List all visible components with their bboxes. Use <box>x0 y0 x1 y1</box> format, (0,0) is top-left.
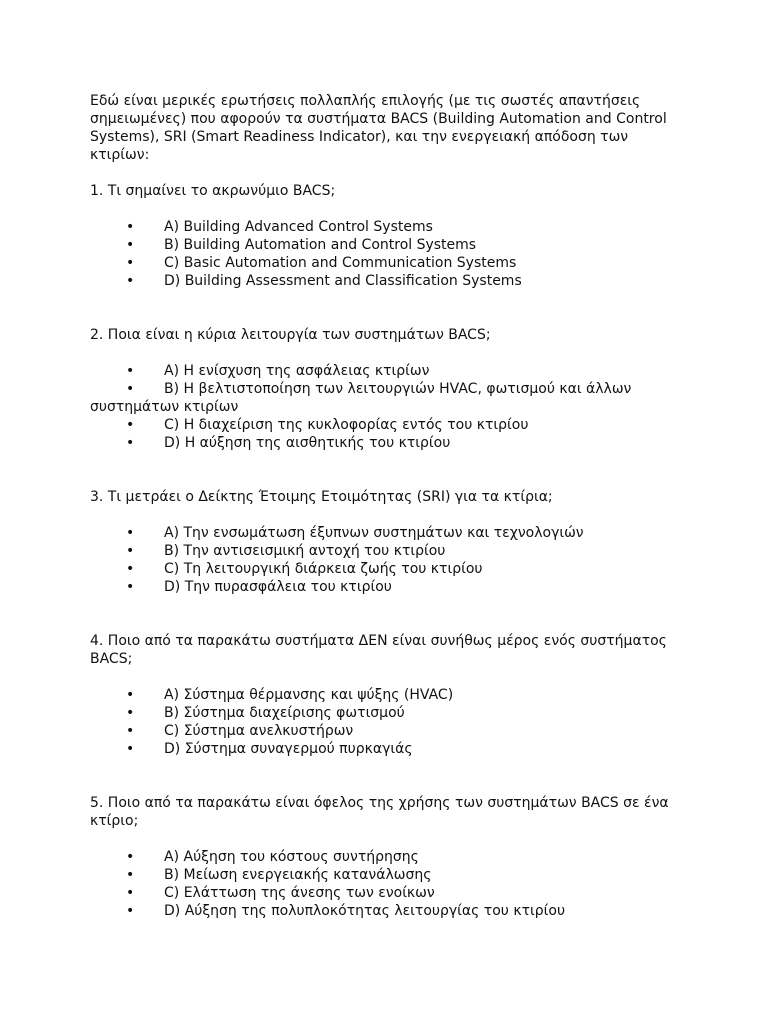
bullet-icon: • <box>126 687 135 703</box>
bullet-icon: • <box>126 219 135 235</box>
option-item <box>90 578 690 596</box>
question-4 <box>90 632 690 758</box>
option-text: C) Τη λειτουργική διάρκεια ζωής του κτιρίου <box>164 561 483 577</box>
option-item <box>90 362 690 380</box>
bullet-icon: • <box>126 435 135 451</box>
spacer <box>90 596 690 632</box>
question-1 <box>90 182 690 290</box>
option-item <box>90 902 690 920</box>
option-item <box>90 272 690 290</box>
option-text: B) Η βελτιστοποίηση των λειτουργιών HVAC, φωτισμού και άλλων συστημάτων κτιρίων <box>90 381 632 415</box>
bullet-icon: • <box>126 561 135 577</box>
option-list <box>90 524 690 596</box>
option-text: B) Building Automation and Control Systems <box>164 237 477 253</box>
question-title: 1. Τι σημαίνει το ακρωνύμιο BACS; <box>90 183 336 199</box>
question-title: 5. Ποιο από τα παρακάτω είναι όφελος της χρήσης των συστημάτων BACS σε ένα κτίριο; <box>90 795 669 829</box>
document-page <box>90 92 690 920</box>
option-item <box>90 704 690 722</box>
option-item <box>90 722 690 740</box>
option-text: D) Σύστημα συναγερμού πυρκαγιάς <box>164 741 413 757</box>
spacer <box>90 758 690 794</box>
question-2 <box>90 326 690 452</box>
bullet-icon: • <box>126 363 135 379</box>
option-item <box>90 686 690 704</box>
option-item <box>90 848 690 866</box>
option-text: B) Μείωση ενεργειακής κατανάλωσης <box>164 867 432 883</box>
bullet-icon: • <box>126 723 135 739</box>
bullet-icon: • <box>126 525 135 541</box>
bullet-icon: • <box>126 867 135 883</box>
intro-paragraph: Εδώ είναι μερικές ερωτήσεις πολλαπλής επιλογής (με τις σωστές απαντήσεις σημειωμένες) που αφορούν τα συστήματα BACS (Building Automation and Control Systems), SRI (Smart Readiness Indicator), και την ενεργειακή απόδοση των κτιρίων: <box>90 93 667 163</box>
option-text: A) Σύστημα θέρμανσης και ψύξης (HVAC) <box>164 687 454 703</box>
option-text: C) Σύστημα ανελκυστήρων <box>164 723 354 739</box>
question-title: 4. Ποιο από τα παρακάτω συστήματα ΔΕΝ είναι συνήθως μέρος ενός συστήματος BACS; <box>90 633 667 667</box>
question-5 <box>90 794 690 920</box>
option-item <box>90 884 690 902</box>
bullet-icon: • <box>126 381 135 397</box>
option-item <box>90 254 690 272</box>
option-list <box>90 362 690 452</box>
option-text: D) Building Assessment and Classification Systems <box>164 273 522 289</box>
question-title: 2. Ποια είναι η κύρια λειτουργία των συστημάτων BACS; <box>90 327 491 343</box>
option-text: A) Την ενσωμάτωση έξυπνων συστημάτων και τεχνολογιών <box>164 525 584 541</box>
option-item <box>90 218 690 236</box>
option-item <box>90 380 690 416</box>
option-text: D) Η αύξηση της αισθητικής του κτιρίου <box>164 435 451 451</box>
bullet-icon: • <box>126 273 135 289</box>
question-title: 3. Τι μετράει ο Δείκτης Έτοιμης Ετοιμότητας (SRI) για τα κτίρια; <box>90 489 553 505</box>
option-text: C) Η διαχείριση της κυκλοφορίας εντός του κτιρίου <box>164 417 529 433</box>
option-text: B) Σύστημα διαχείρισης φωτισμού <box>164 705 405 721</box>
bullet-icon: • <box>126 543 135 559</box>
option-text: A) Αύξηση του κόστους συντήρησης <box>164 849 419 865</box>
option-list <box>90 218 690 290</box>
bullet-icon: • <box>126 579 135 595</box>
bullet-icon: • <box>126 741 135 757</box>
option-text: C) Basic Automation and Communication Systems <box>164 255 517 271</box>
spacer <box>90 290 690 326</box>
bullet-icon: • <box>126 849 135 865</box>
option-item <box>90 560 690 578</box>
option-item <box>90 866 690 884</box>
bullet-icon: • <box>126 237 135 253</box>
option-text: D) Την πυρασφάλεια του κτιρίου <box>164 579 392 595</box>
bullet-icon: • <box>126 903 135 919</box>
option-item <box>90 434 690 452</box>
option-text: B) Την αντισεισμική αντοχή του κτιρίου <box>164 543 446 559</box>
option-item <box>90 740 690 758</box>
option-item <box>90 542 690 560</box>
option-text: C) Ελάττωση της άνεσης των ενοίκων <box>164 885 435 901</box>
question-3 <box>90 488 690 596</box>
spacer <box>90 452 690 488</box>
bullet-icon: • <box>126 255 135 271</box>
option-list <box>90 848 690 920</box>
option-text: A) Η ενίσχυση της ασφάλειας κτιρίων <box>164 363 430 379</box>
option-list <box>90 686 690 758</box>
bullet-icon: • <box>126 705 135 721</box>
bullet-icon: • <box>126 885 135 901</box>
option-text: D) Αύξηση της πολυπλοκότητας λειτουργίας του κτιρίου <box>164 903 566 919</box>
option-text: A) Building Advanced Control Systems <box>164 219 433 235</box>
option-item <box>90 524 690 542</box>
bullet-icon: • <box>126 417 135 433</box>
option-item <box>90 236 690 254</box>
option-item <box>90 416 690 434</box>
